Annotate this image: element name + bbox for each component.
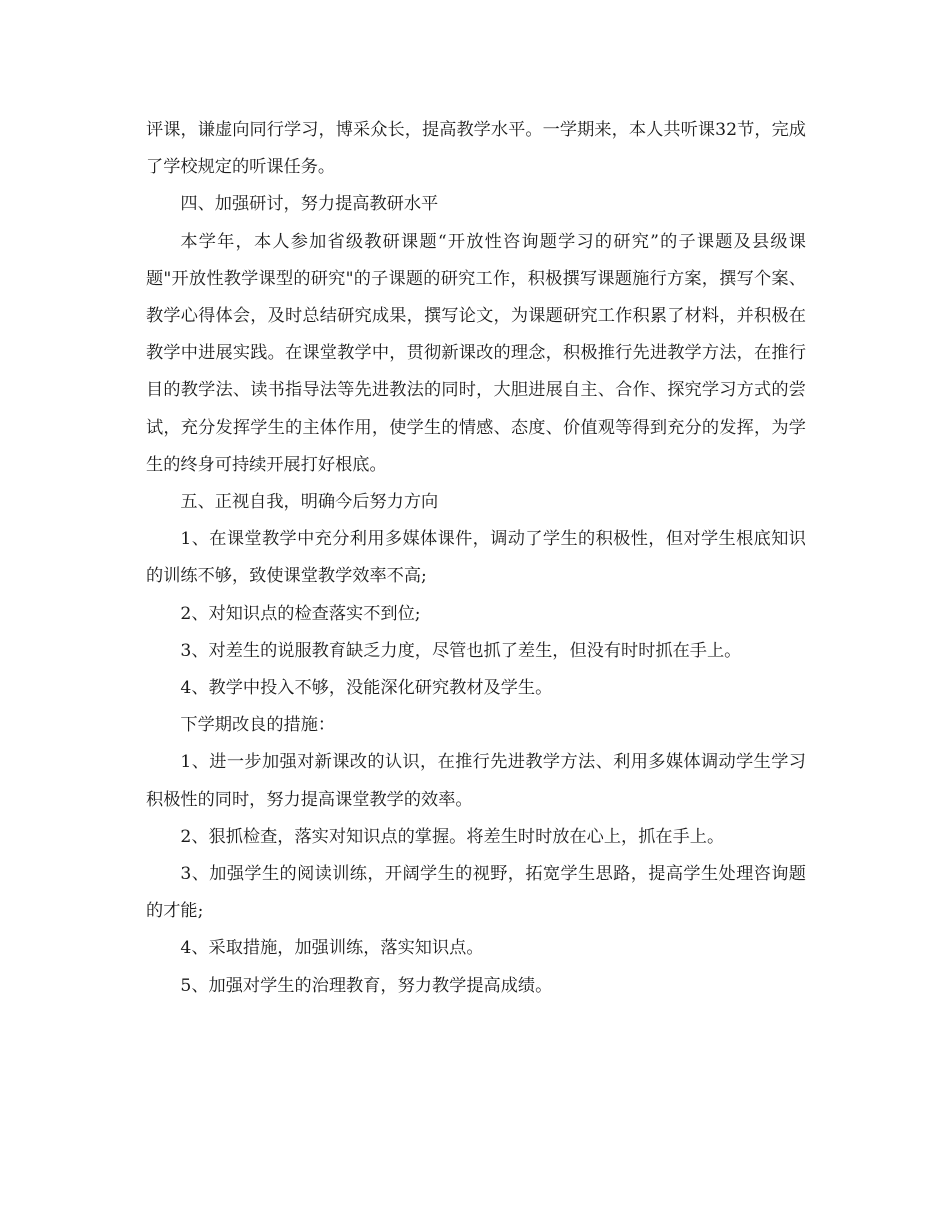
list-item-measure-1: 1、进一步加强对新课改的认识，在推行先进教学方法、利用多媒体调动学生学习积极性的同时，努力提高课堂教学的效率。 <box>146 752 806 810</box>
list-item-measure-3: 3、加强学生的阅读训练，开阔学生的视野，拓宽学生思路，提高学生处理咨询题的才能; <box>146 864 806 922</box>
list-item-measure-4: 4、采取措施，加强训练，落实知识点。 <box>180 938 484 959</box>
list-item-measure-2: 2、狠抓检查，落实对知识点的掌握。将差生时时放在心上，抓在手上。 <box>180 826 725 847</box>
section-heading-5: 五、正视自我，明确今后努力方向 <box>180 492 439 513</box>
paragraph-research: 本学年，本人参加省级教研课题“开放性咨询题学习的研究”的子课题及县级课题"开放性教学课型的研究"的子课题的研究工作，积极撰写课题施行方案，撰写个案、教学心得体会，及时总结研究成果，撰写论文，为课题研究工作积累了材料，并积极在教学中进展实践。在课堂教学中，贯彻新课改的理念，积极推行先进教学方法，在推行目的教学法、读书指导法等先进教法的同时，大胆进展自主、合作、探究学习方式的尝试，充分发挥学生的主体作用，使学生的情感、态度、价值观等得到充分的发挥，为学生的终身可持续开展打好根底。 <box>146 231 806 475</box>
list-item-shortcoming-2: 2、对知识点的检查落实不到位; <box>180 603 421 624</box>
section-heading-4: 四、加强研讨，努力提高教研水平 <box>180 194 439 215</box>
document-body <box>146 112 806 1005</box>
paragraph-continuation: 评课，谦虚向同行学习，博采众长，提高教学水平。一学期来，本人共听课32节，完成了学校规定的听课任务。 <box>146 120 806 178</box>
improvement-intro: 下学期改良的措施： <box>180 715 336 736</box>
list-item-measure-5: 5、加强对学生的治理教育，努力教学提高成绩。 <box>180 975 553 996</box>
list-item-shortcoming-4: 4、教学中投入不够，没能深化研究教材及学生。 <box>180 678 553 699</box>
list-item-shortcoming-1: 1、在课堂教学中充分利用多媒体课件，调动了学生的积极性，但对学生根底知识的训练不够，致使课堂教学效率不高; <box>146 529 806 587</box>
list-item-shortcoming-3: 3、对差生的说服教育缺乏力度，尽管也抓了差生，但没有时时抓在手上。 <box>180 640 742 661</box>
